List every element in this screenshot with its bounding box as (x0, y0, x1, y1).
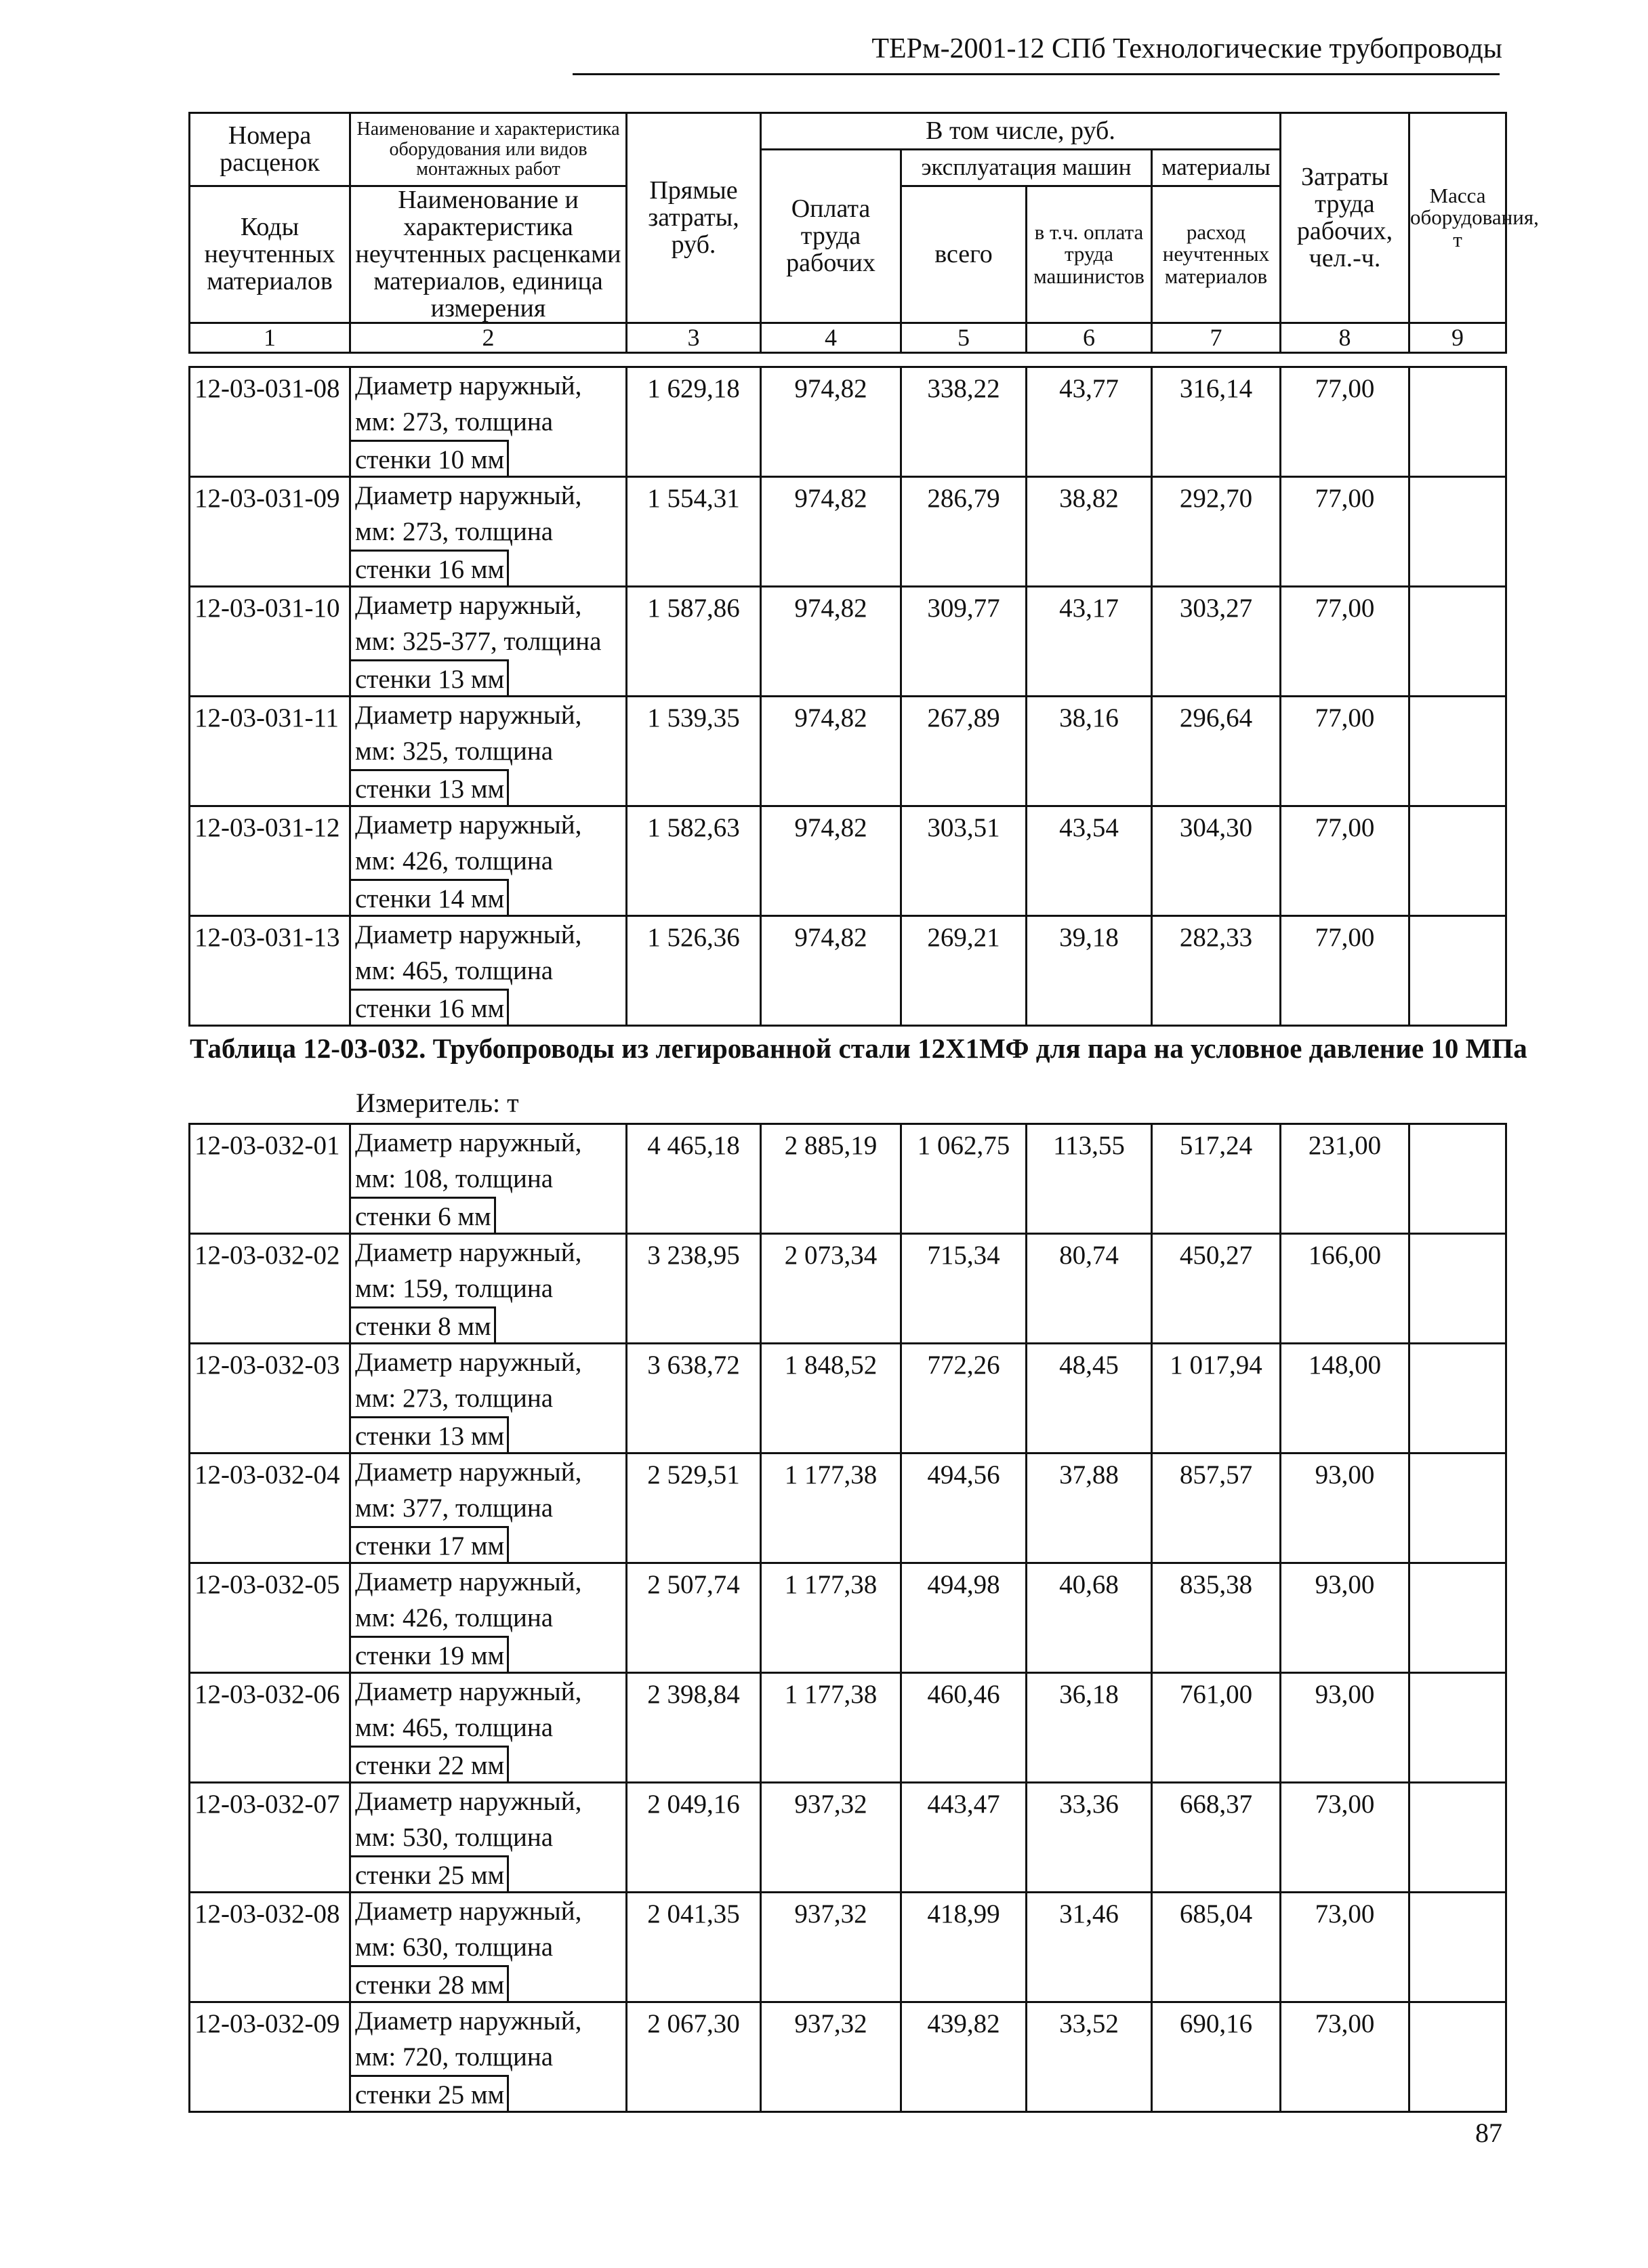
description-line: Диаметр наружный, (355, 1458, 582, 1487)
rate-code: 12-03-031-13 (190, 916, 350, 1026)
machines-total: 772,26 (901, 1344, 1027, 1453)
labor-hours: 73,00 (1281, 2002, 1409, 2112)
description-line: Диаметр наружный, (355, 481, 582, 510)
rate-code: 12-03-032-01 (190, 1124, 350, 1234)
direct-costs: 1 629,18 (627, 367, 761, 477)
header-material-usage: расход неучтенных материалов (1152, 186, 1281, 323)
material-usage: 450,27 (1152, 1234, 1281, 1344)
equipment-mass (1409, 1234, 1506, 1344)
header-codes: Номера расценок (190, 113, 350, 186)
rate-code: 12-03-032-04 (190, 1453, 350, 1563)
column-number: 1 (190, 323, 350, 353)
worker-pay: 937,32 (761, 2002, 901, 2112)
equipment-mass (1409, 1893, 1506, 2002)
header-labor: Затраты труда рабочих, чел.-ч. (1281, 113, 1409, 323)
material-usage: 303,27 (1152, 587, 1281, 697)
column-number: 9 (1409, 323, 1506, 353)
direct-costs: 3 638,72 (627, 1344, 761, 1453)
equipment-mass (1409, 806, 1506, 916)
header-materials: материалы (1152, 150, 1281, 186)
worker-pay: 974,82 (761, 477, 901, 587)
rate-description (350, 697, 627, 806)
machines-total: 309,77 (901, 587, 1027, 697)
machinist-pay: 31,46 (1027, 1893, 1152, 2002)
machinist-pay: 36,18 (1027, 1673, 1152, 1783)
description-line: мм: 273, толщина (355, 407, 554, 436)
labor-hours: 73,00 (1281, 1783, 1409, 1893)
table-row (190, 1453, 1506, 1563)
description-line: мм: 426, толщина (355, 846, 554, 875)
machines-total: 338,22 (901, 367, 1027, 477)
description-line: стенки 6 мм (351, 1197, 496, 1233)
machinist-pay: 38,82 (1027, 477, 1152, 587)
description-line: мм: 108, толщина (355, 1164, 554, 1193)
description-line: Диаметр наружный, (355, 2006, 582, 2036)
equipment-mass (1409, 697, 1506, 806)
equipment-mass (1409, 916, 1506, 1026)
material-usage: 296,64 (1152, 697, 1281, 806)
rate-code: 12-03-032-02 (190, 1234, 350, 1344)
worker-pay: 974,82 (761, 916, 901, 1026)
column-number: 8 (1281, 323, 1409, 353)
machines-total: 715,34 (901, 1234, 1027, 1344)
table-caption: Таблица 12-03-032. Трубопроводы из легированной стали 12Х1МФ для пара на условное давление 10 МПа (190, 1033, 1527, 1064)
machinist-pay: 113,55 (1027, 1124, 1152, 1234)
table-row (190, 806, 1506, 916)
equipment-mass (1409, 367, 1506, 477)
direct-costs: 2 067,30 (627, 2002, 761, 2112)
rate-code: 12-03-031-08 (190, 367, 350, 477)
machines-total: 494,56 (901, 1453, 1027, 1563)
table-row (190, 1344, 1506, 1453)
running-title: ТЕРм-2001-12 СПб Технологические трубопроводы (871, 33, 1502, 64)
description-line: стенки 25 мм (351, 1855, 509, 1891)
material-usage: 690,16 (1152, 2002, 1281, 2112)
description-line: стенки 13 мм (351, 659, 509, 695)
description-line: мм: 377, толщина (355, 1493, 554, 1523)
table-row (190, 1673, 1506, 1783)
machinist-pay: 37,88 (1027, 1453, 1152, 1563)
labor-hours: 148,00 (1281, 1344, 1409, 1453)
worker-pay: 2 073,34 (761, 1234, 901, 1344)
equipment-mass (1409, 477, 1506, 587)
machinist-pay: 43,17 (1027, 587, 1152, 697)
rate-code: 12-03-032-07 (190, 1783, 350, 1893)
table-row (190, 1783, 1506, 1893)
labor-hours: 77,00 (1281, 587, 1409, 697)
machinist-pay: 48,45 (1027, 1344, 1152, 1453)
direct-costs: 2 507,74 (627, 1563, 761, 1673)
equipment-mass (1409, 1783, 1506, 1893)
description-line: стенки 28 мм (351, 1965, 509, 2001)
machinist-pay: 43,54 (1027, 806, 1152, 916)
machines-total: 460,46 (901, 1673, 1027, 1783)
rate-description (350, 1234, 627, 1344)
page-number: 87 (1475, 2118, 1502, 2148)
machinist-pay: 39,18 (1027, 916, 1152, 1026)
direct-costs: 3 238,95 (627, 1234, 761, 1344)
description-line: Диаметр наружный, (355, 1238, 582, 1267)
column-number: 4 (761, 323, 901, 353)
labor-hours: 77,00 (1281, 916, 1409, 1026)
worker-pay: 2 885,19 (761, 1124, 901, 1234)
column-number: 2 (350, 323, 627, 353)
worker-pay: 1 177,38 (761, 1673, 901, 1783)
direct-costs: 4 465,18 (627, 1124, 761, 1234)
labor-hours: 77,00 (1281, 806, 1409, 916)
description-line: мм: 465, толщина (355, 956, 554, 985)
material-usage: 316,14 (1152, 367, 1281, 477)
rate-code: 12-03-032-03 (190, 1344, 350, 1453)
description-line: мм: 720, толщина (355, 2042, 554, 2071)
equipment-mass (1409, 1344, 1506, 1453)
labor-hours: 93,00 (1281, 1453, 1409, 1563)
rate-description (350, 1673, 627, 1783)
worker-pay: 1 177,38 (761, 1453, 901, 1563)
unit-label: Измеритель: т (356, 1088, 519, 1118)
equipment-mass (1409, 1563, 1506, 1673)
rate-description (350, 1893, 627, 2002)
labor-hours: 77,00 (1281, 477, 1409, 587)
header-including: В том числе, руб. (761, 113, 1281, 150)
machinist-pay: 38,16 (1027, 697, 1152, 806)
description-line: Диаметр наружный, (355, 591, 582, 620)
material-usage: 761,00 (1152, 1673, 1281, 1783)
description-line: Диаметр наружный, (355, 1128, 582, 1157)
description-line: мм: 465, толщина (355, 1713, 554, 1742)
description-line: Диаметр наружный, (355, 1787, 582, 1816)
labor-hours: 166,00 (1281, 1234, 1409, 1344)
description-line: стенки 16 мм (351, 550, 509, 585)
direct-costs: 2 529,51 (627, 1453, 761, 1563)
direct-costs: 1 582,63 (627, 806, 761, 916)
column-number: 7 (1152, 323, 1281, 353)
table-row (190, 697, 1506, 806)
rate-code: 12-03-032-06 (190, 1673, 350, 1783)
rate-description (350, 477, 627, 587)
direct-costs: 1 539,35 (627, 697, 761, 806)
header-unaccounted-materials: Наименование и характеристика неучтенных расценками материалов, единица измерения (350, 186, 627, 323)
column-number: 3 (627, 323, 761, 353)
machines-total: 269,21 (901, 916, 1027, 1026)
description-line: стенки 13 мм (351, 1416, 509, 1452)
labor-hours: 231,00 (1281, 1124, 1409, 1234)
header-mass: Масса оборудования, т (1409, 113, 1506, 323)
column-header-table (188, 112, 1539, 354)
table-row (190, 916, 1506, 1026)
labor-hours: 77,00 (1281, 367, 1409, 477)
machinist-pay: 33,52 (1027, 2002, 1152, 2112)
machines-total: 443,47 (901, 1783, 1027, 1893)
equipment-mass (1409, 2002, 1506, 2112)
description-line: мм: 273, толщина (355, 1384, 554, 1413)
direct-costs: 1 554,31 (627, 477, 761, 587)
header-machinist-pay: в т.ч. оплата труда машинистов (1027, 186, 1152, 323)
description-line: Диаметр наружный, (355, 701, 582, 730)
machines-total: 286,79 (901, 477, 1027, 587)
rates-table-032 (188, 1123, 1507, 2113)
labor-hours: 73,00 (1281, 1893, 1409, 2002)
rate-description (350, 367, 627, 477)
description-line: Диаметр наружный, (355, 1677, 582, 1706)
rate-code: 12-03-032-08 (190, 1893, 350, 2002)
worker-pay: 1 177,38 (761, 1563, 901, 1673)
worker-pay: 974,82 (761, 587, 901, 697)
rate-description (350, 1453, 627, 1563)
machines-total: 267,89 (901, 697, 1027, 806)
direct-costs: 1 526,36 (627, 916, 761, 1026)
table-row (190, 1893, 1506, 2002)
machines-total: 303,51 (901, 806, 1027, 916)
labor-hours: 77,00 (1281, 697, 1409, 806)
direct-costs: 2 049,16 (627, 1783, 761, 1893)
description-line: стенки 19 мм (351, 1636, 509, 1672)
header-codes-unaccounted: Коды неучтенных материалов (190, 186, 350, 323)
rate-code: 12-03-031-09 (190, 477, 350, 587)
description-line: Диаметр наружный, (355, 371, 582, 400)
table-row (190, 2002, 1506, 2112)
material-usage: 1 017,94 (1152, 1344, 1281, 1453)
machines-total: 439,82 (901, 2002, 1027, 2112)
machinist-pay: 80,74 (1027, 1234, 1152, 1344)
description-line: Диаметр наружный, (355, 920, 582, 949)
table-row (190, 1563, 1506, 1673)
description-line: мм: 325-377, толщина (355, 627, 602, 656)
machines-total: 418,99 (901, 1893, 1027, 2002)
header-machines: эксплуатация машин (901, 150, 1152, 186)
material-usage: 857,57 (1152, 1453, 1281, 1563)
worker-pay: 974,82 (761, 697, 901, 806)
labor-hours: 93,00 (1281, 1563, 1409, 1673)
machinist-pay: 43,77 (1027, 367, 1152, 477)
table-row (190, 477, 1506, 587)
worker-pay: 974,82 (761, 367, 901, 477)
direct-costs: 2 041,35 (627, 1893, 761, 2002)
rate-code: 12-03-032-05 (190, 1563, 350, 1673)
machines-total: 1 062,75 (901, 1124, 1027, 1234)
rates-table-031 (188, 366, 1507, 1027)
header-work-name: Наименование и характеристика оборудования или видов монтажных работ (350, 113, 627, 186)
table-row (190, 367, 1506, 477)
description-line: мм: 159, толщина (355, 1274, 554, 1303)
material-usage: 304,30 (1152, 806, 1281, 916)
column-number: 5 (901, 323, 1027, 353)
description-line: мм: 530, толщина (355, 1823, 554, 1852)
rate-description (350, 2002, 627, 2112)
header-machines-total: всего (901, 186, 1027, 323)
rate-description (350, 1783, 627, 1893)
description-line: стенки 16 мм (351, 989, 509, 1025)
rate-description (350, 916, 627, 1026)
rate-description (350, 1124, 627, 1234)
machines-total: 494,98 (901, 1563, 1027, 1673)
description-line: стенки 14 мм (351, 879, 509, 915)
equipment-mass (1409, 1124, 1506, 1234)
worker-pay: 1 848,52 (761, 1344, 901, 1453)
table-row (190, 1124, 1506, 1234)
worker-pay: 937,32 (761, 1783, 901, 1893)
material-usage: 517,24 (1152, 1124, 1281, 1234)
description-line: стенки 10 мм (351, 440, 509, 476)
column-number: 6 (1027, 323, 1152, 353)
rate-description (350, 1563, 627, 1673)
description-line: Диаметр наружный, (355, 810, 582, 840)
material-usage: 292,70 (1152, 477, 1281, 587)
header-rule (573, 73, 1500, 75)
rate-code: 12-03-032-09 (190, 2002, 350, 2112)
material-usage: 668,37 (1152, 1783, 1281, 1893)
description-line: мм: 426, толщина (355, 1603, 554, 1632)
material-usage: 282,33 (1152, 916, 1281, 1026)
equipment-mass (1409, 1453, 1506, 1563)
description-line: мм: 630, толщина (355, 1933, 554, 1962)
description-line: стенки 8 мм (351, 1306, 496, 1342)
rate-description (350, 806, 627, 916)
header-direct-costs: Прямые затраты, руб. (627, 113, 761, 323)
description-line: мм: 273, толщина (355, 517, 554, 546)
direct-costs: 1 587,86 (627, 587, 761, 697)
description-line: Диаметр наружный, (355, 1897, 582, 1926)
material-usage: 685,04 (1152, 1893, 1281, 2002)
description-line: стенки 17 мм (351, 1526, 509, 1562)
worker-pay: 974,82 (761, 806, 901, 916)
description-line: Диаметр наружный, (355, 1348, 582, 1377)
rate-description (350, 1344, 627, 1453)
rate-code: 12-03-031-10 (190, 587, 350, 697)
direct-costs: 2 398,84 (627, 1673, 761, 1783)
description-line: стенки 22 мм (351, 1746, 509, 1781)
table-row (190, 587, 1506, 697)
header-worker-pay: Оплата труда рабочих (761, 150, 901, 323)
machinist-pay: 33,36 (1027, 1783, 1152, 1893)
material-usage: 835,38 (1152, 1563, 1281, 1673)
worker-pay: 937,32 (761, 1893, 901, 2002)
rate-code: 12-03-031-11 (190, 697, 350, 806)
rate-description (350, 587, 627, 697)
description-line: мм: 325, толщина (355, 737, 554, 766)
description-line: Диаметр наружный, (355, 1567, 582, 1596)
equipment-mass (1409, 587, 1506, 697)
description-line: стенки 13 мм (351, 769, 509, 805)
rate-code: 12-03-031-12 (190, 806, 350, 916)
labor-hours: 93,00 (1281, 1673, 1409, 1783)
description-line: стенки 25 мм (351, 2075, 509, 2111)
table-row (190, 1234, 1506, 1344)
machinist-pay: 40,68 (1027, 1563, 1152, 1673)
equipment-mass (1409, 1673, 1506, 1783)
